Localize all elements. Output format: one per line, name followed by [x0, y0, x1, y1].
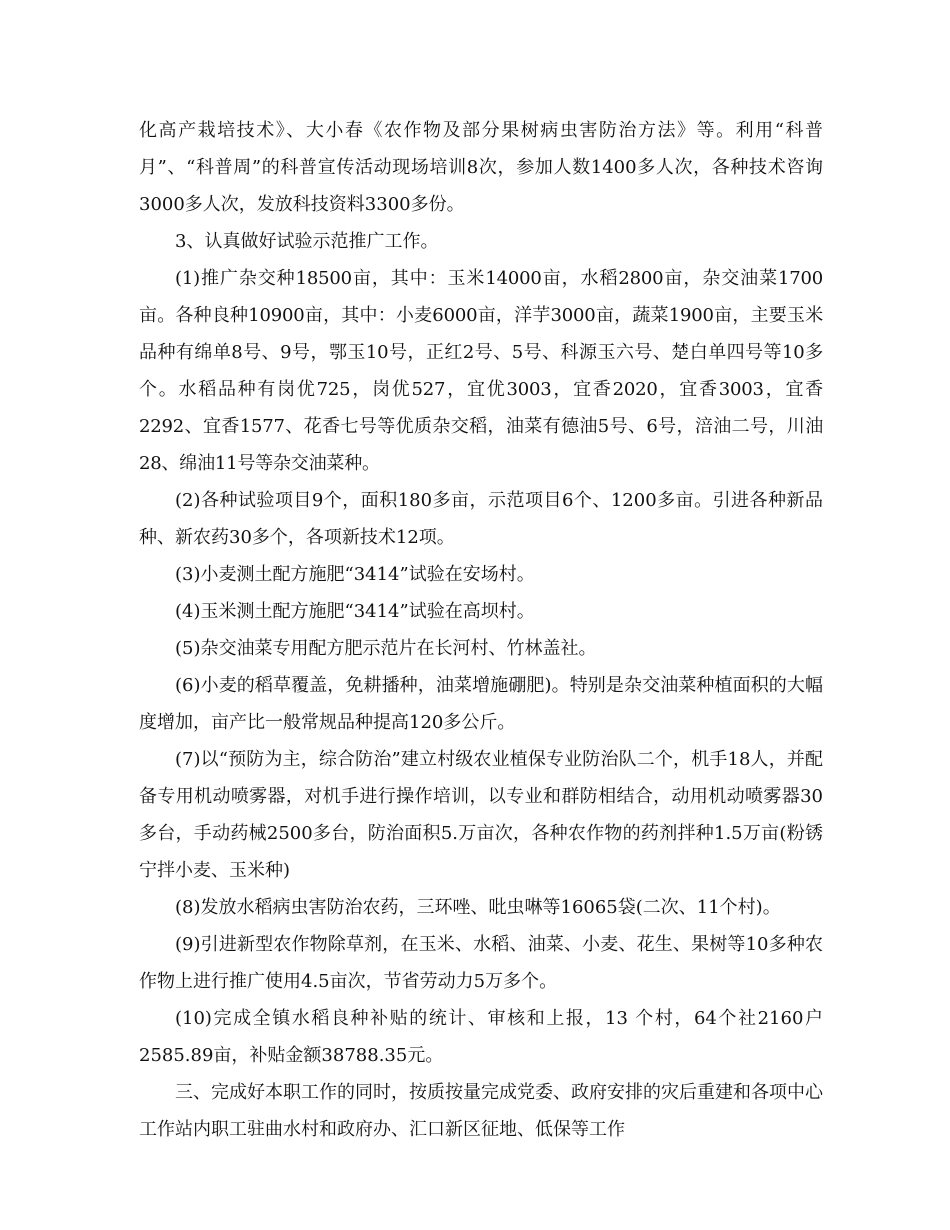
paragraph-item-7-pest-control-teams: (7)以“预防为主，综合防治”建立村级农业植保专业防治队二个，机手18人，并配备专用机动喷雾器，对机手进行操作培训，以专业和群防相结合，动用机动喷雾器30多台，手动药械2500多台，防治面积5.万亩次，各种农作物的药剂拌种1.5万亩(粉锈宁拌小麦、玉米种): [139, 749, 823, 881]
paragraph-item-10-rice-subsidy: (10)完成全镇水稻良种补贴的统计、审核和上报，13 个村，64个社2160户2585.89亩，补贴金额38788.35元。: [139, 1008, 823, 1066]
section-heading-additional-work: 三、完成好本职工作的同时，按质按量完成党委、政府安排的灾后重建和各项中心工作站内职工驻曲水村和政府办、汇口新区征地、低保等工作: [139, 1082, 823, 1140]
paragraph-training-summary: 化高产栽培技术》、大小春《农作物及部分果树病虫害防治方法》等。利用“科普月”、“科普周”的科普宣传活动现场培训8次，参加人数1400多人次，各种技术咨询3000多人次，发放科技资料3300多份。: [139, 120, 823, 215]
paragraph-item-3-wheat-fertilizer-trial: (3)小麦测土配方施肥“3414”试验在安场村。: [175, 564, 535, 585]
document-body: [139, 112, 823, 1148]
paragraph-item-4-corn-fertilizer-trial: (4)玉米测土配方施肥“3414”试验在高坝村。: [175, 601, 535, 622]
section-heading-trial-demonstration: 3、认真做好试验示范推广工作。: [175, 231, 439, 252]
paragraph-item-6-straw-mulching: (6)小麦的稻草覆盖，免耕播种，油菜增施硼肥)。特别是杂交油菜种植面积的大幅度增加，亩产比一般常规品种提高120多公斤。: [139, 675, 823, 733]
paragraph-item-2-trial-projects: (2)各种试验项目9个，面积180多亩，示范项目6个、1200多亩。引进各种新品种、新农药30多个，各项新技术12项。: [139, 490, 823, 548]
paragraph-item-5-rapeseed-demonstration: (5)杂交油菜专用配方肥示范片在长河村、竹林盖社。: [175, 638, 597, 659]
paragraph-item-9-herbicide-promotion: (9)引进新型农作物除草剂，在玉米、水稻、油菜、小麦、花生、果树等10多种农作物上进行推广使用4.5亩次，节省劳动力5万多个。: [139, 934, 823, 992]
paragraph-item-8-pesticide-distribution: (8)发放水稻病虫害防治农药，三环唑、吡虫啉等16065袋(二次、11个村)。: [175, 897, 781, 918]
paragraph-item-1-hybrid-seeds: (1)推广杂交种18500亩，其中：玉米14000亩，水稻2800亩，杂交油菜1700亩。各种良种10900亩，其中：小麦6000亩，洋芋3000亩，蔬菜1900亩，主要玉米品种有绵单8号、9号，鄂玉10号，正红2号、5号、科源玉六号、楚白单四号等10多个。水稻品种有岗优725，岗优527，宜优3003，宜香2020，宜香3003，宜香2292、宜香1577、花香七号等优质杂交稻，油菜有德油5号、6号，涪油二号，川油28、绵油11号等杂交油菜种。: [139, 268, 823, 474]
